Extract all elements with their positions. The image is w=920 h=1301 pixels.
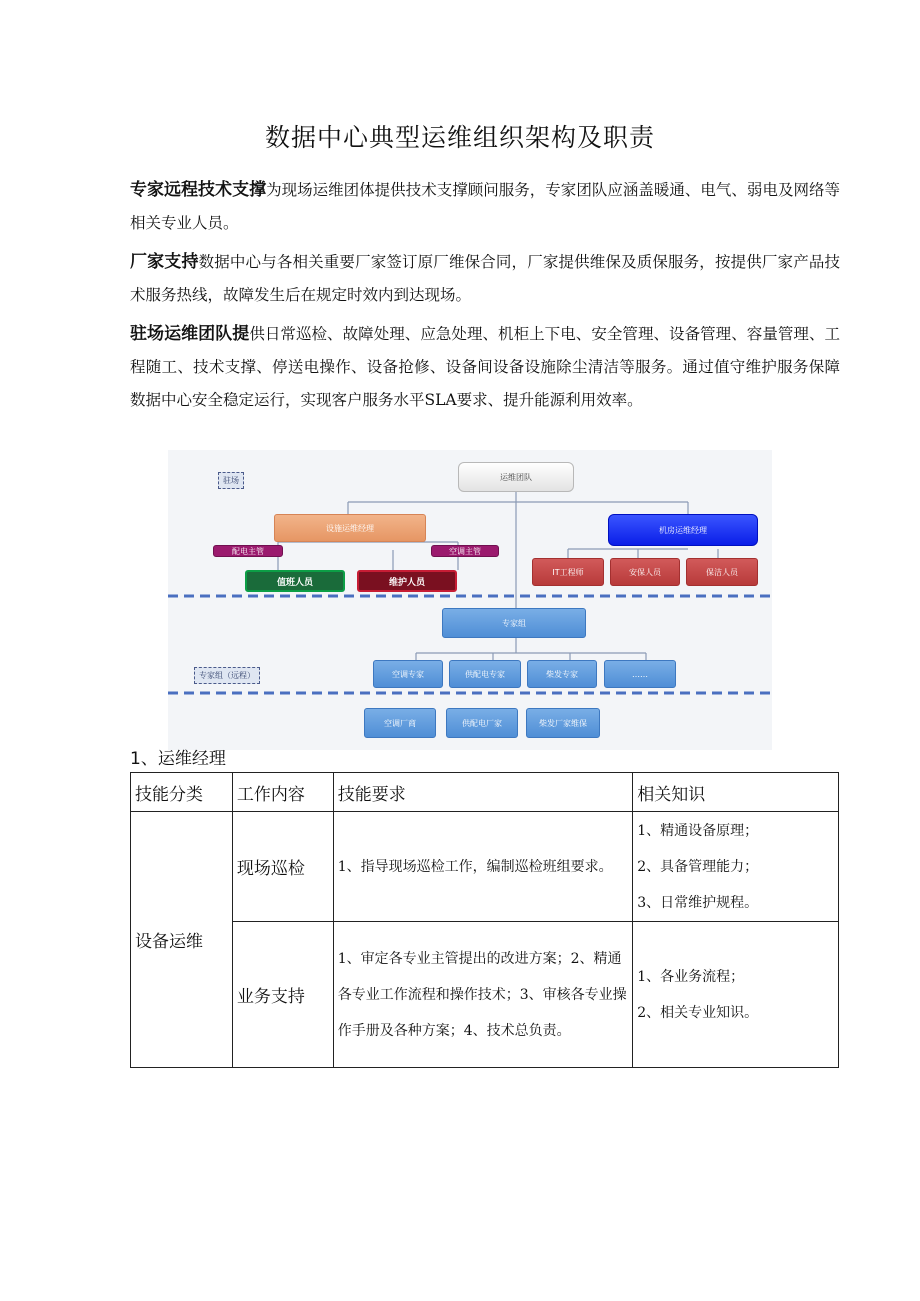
column-header: 相关知识 xyxy=(633,773,839,812)
table-row xyxy=(131,812,839,922)
paragraph-onsite-team xyxy=(130,318,840,417)
paragraph-body: 供日常巡检、故障处理、应急处理、机柜上下电、安全管理、设备管理、容量管理、工程随工、技术支撑、停送电操作、设备抢修、设备间设备设施除尘清洁等服务。通过值守维护服务保障数据中心安全稳定运行，实现客户服务水平SLA要求、提升能源利用效率。 xyxy=(130,325,840,409)
node-facility-manager: 设施运维经理 xyxy=(274,514,426,542)
knowledge-item: 2、具备管理能力； xyxy=(637,858,759,875)
work-content: 业务支持 xyxy=(232,922,333,1068)
node-patrol-staff: 值班人员 xyxy=(245,570,345,592)
node-expert-group: 专家组 xyxy=(442,608,586,638)
related-knowledge xyxy=(633,922,839,1068)
related-knowledge xyxy=(633,812,839,922)
node-ac-lead: 空调主管 xyxy=(431,545,499,557)
paragraph-body: 为现场运维团体提供技术支撑顾问服务，专家团队应涵盖暖通、电气、弱电及网络等相关专业人员。 xyxy=(130,181,840,232)
paragraph-body: 数据中心与各相关重要厂家签订原厂维保合同，厂家提供维保及质保服务，按提供厂家产品技术服务热线，故障发生后在规定时效内到达现场。 xyxy=(130,253,840,304)
node-it-manager: 机房运维经理 xyxy=(608,514,758,546)
work-content: 现场巡检 xyxy=(232,812,333,922)
knowledge-item: 1、各业务流程； xyxy=(637,968,745,985)
section-heading: 1、运维经理 xyxy=(130,749,226,769)
skill-requirement: 1、指导现场巡检工作，编制巡检班组要求。 xyxy=(333,812,633,922)
node-ops-team: 运维团队 xyxy=(458,462,574,492)
org-chart xyxy=(168,450,772,750)
paragraph-lead: 厂家支持 xyxy=(130,252,199,272)
knowledge-item: 1、精通设备原理； xyxy=(637,822,759,839)
document-title: 数据中心典型运维组织架构及职责 xyxy=(264,123,655,152)
column-header: 技能要求 xyxy=(333,773,633,812)
column-header: 工作内容 xyxy=(232,773,333,812)
paragraph-vendor-support xyxy=(130,246,840,312)
node-expert: 供配电专家 xyxy=(449,660,521,688)
node-maintenance-staff: 维护人员 xyxy=(357,570,457,592)
node-power-lead: 配电主管 xyxy=(213,545,283,557)
skill-requirement: 1、审定各专业主管提出的改进方案；2、精通各专业工作流程和操作技术；3、审核各专业操作手册及各种方案；4、技术总负责。 xyxy=(333,922,633,1068)
org-chart-connectors xyxy=(168,450,772,750)
zone-label-remote: 专家组（远程） xyxy=(194,667,260,684)
knowledge-item: 2、相关专业知识。 xyxy=(637,1004,759,1021)
table-header-row xyxy=(131,773,839,812)
node-vendor: 柴发厂家维保 xyxy=(526,708,600,738)
zone-label-onsite: 驻场 xyxy=(218,472,244,489)
node-vendor: 供配电厂家 xyxy=(446,708,518,738)
paragraph-lead: 驻场运维团队提 xyxy=(130,324,250,344)
node-security-staff: 安保人员 xyxy=(610,558,680,586)
paragraph-lead: 专家远程技术支撑 xyxy=(130,180,267,200)
node-cleaning-staff: 保洁人员 xyxy=(686,558,758,586)
node-expert: …… xyxy=(604,660,676,688)
skill-category: 设备运维 xyxy=(131,812,233,1068)
node-expert: 柴发专家 xyxy=(527,660,597,688)
table-row xyxy=(131,922,839,1068)
node-it-engineer: IT工程师 xyxy=(532,558,604,586)
skills-table xyxy=(130,772,839,1068)
node-expert: 空调专家 xyxy=(373,660,443,688)
knowledge-item: 3、日常维护规程。 xyxy=(637,894,759,911)
node-vendor: 空调厂商 xyxy=(364,708,436,738)
column-header: 技能分类 xyxy=(131,773,233,812)
paragraph-expert-support xyxy=(130,174,840,240)
